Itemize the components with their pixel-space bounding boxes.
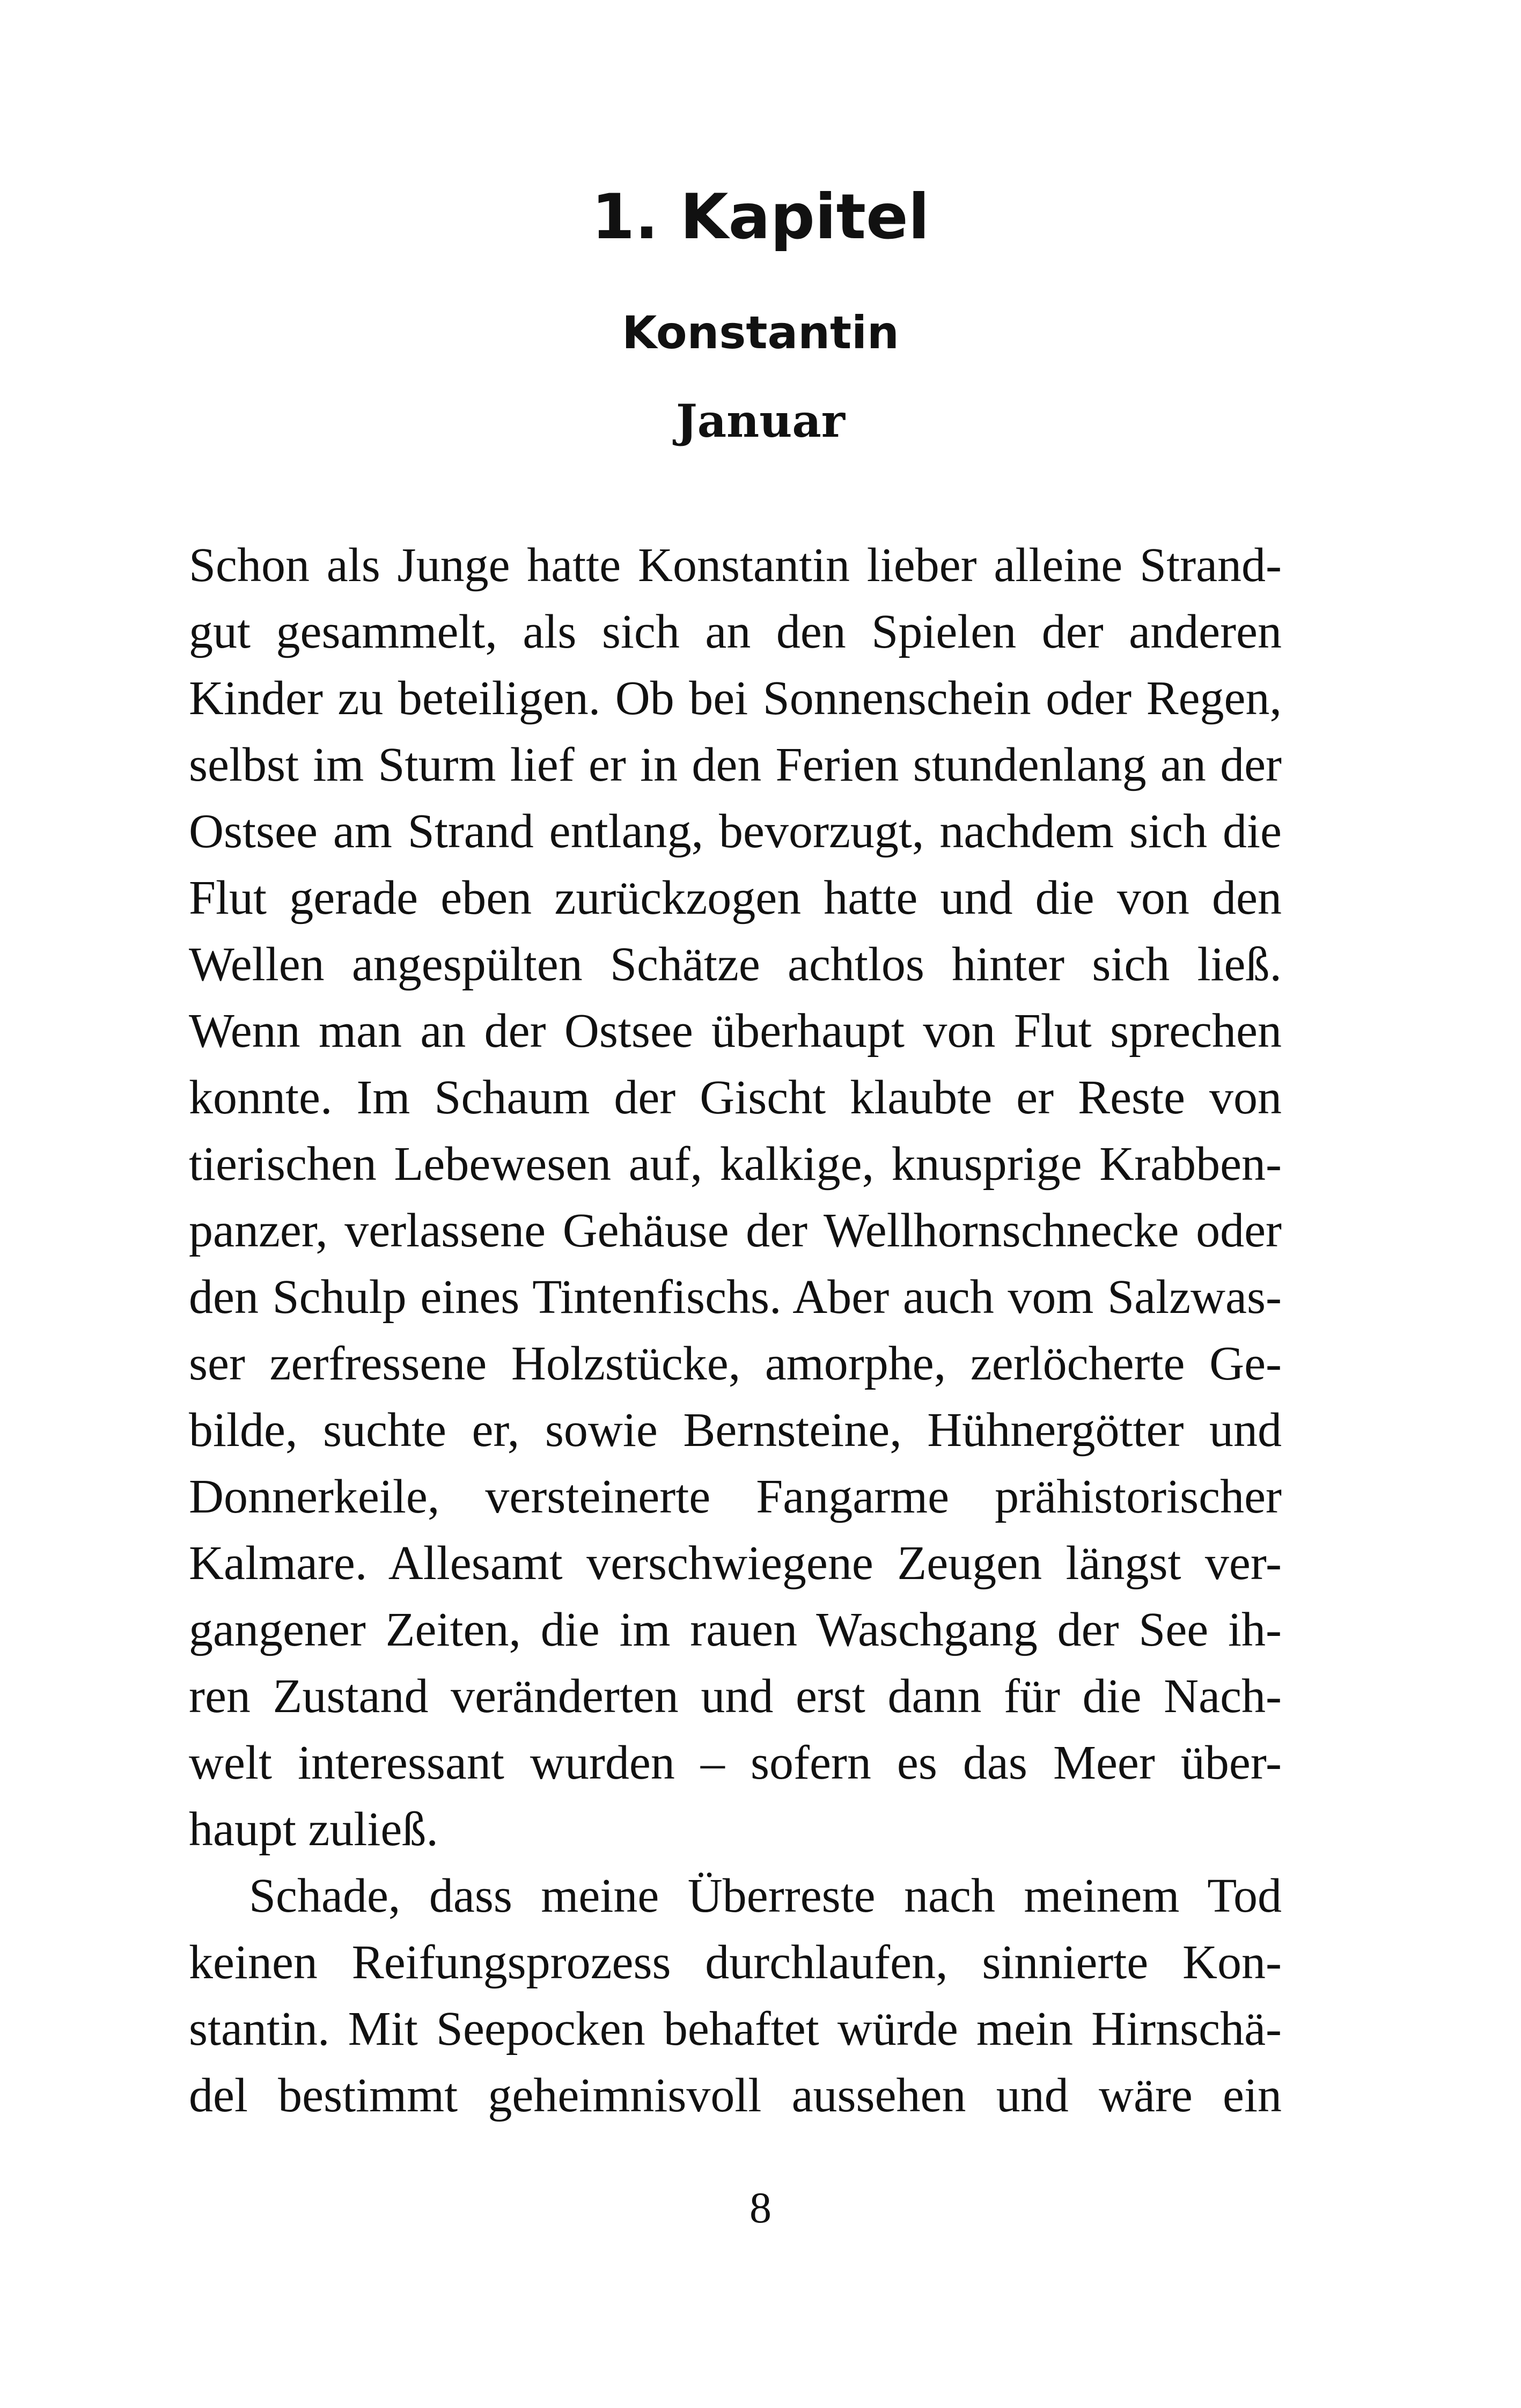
chapter-title: 1. Kapitel xyxy=(591,181,930,253)
text-line: bilde, suchte er, sowie Bernsteine, Hühnergötter und xyxy=(189,1404,1282,1457)
text-line: Schon als Junge hatte Konstantin lieber alleine Strand- xyxy=(189,539,1282,592)
text-line: Schade, dass meine Überreste nach meinem Tod xyxy=(249,1869,1282,1922)
paragraph-2 xyxy=(189,1863,1282,2129)
text-line: Kinder zu beteiligen. Ob bei Sonnenschein oder Regen, xyxy=(189,672,1282,725)
text-line: welt interessant wurden – sofern es das Meer über- xyxy=(189,1736,1282,1789)
text-line: gut gesammelt, als sich an den Spielen der anderen xyxy=(189,605,1282,658)
text-line: Wenn man an der Ostsee überhaupt von Flut sprechen xyxy=(189,1004,1282,1058)
text-line: Wellen angespülten Schätze achtlos hinter sich ließ. xyxy=(189,938,1282,991)
text-line: gangener Zeiten, die im rauen Waschgang der See ih- xyxy=(189,1603,1282,1656)
text-line: Ostsee am Strand entlang, bevorzugt, nachdem sich die xyxy=(189,805,1282,858)
text-line: keinen Reifungsprozess durchlaufen, sinnierte Kon- xyxy=(189,1936,1282,1989)
paragraph-1 xyxy=(189,532,1282,1863)
text-line: Flut gerade eben zurückzogen hatte und die von den xyxy=(189,871,1282,924)
text-line: del bestimmt geheimnisvoll aussehen und wäre ein xyxy=(189,2069,1282,2122)
chapter-month: Januar xyxy=(676,394,845,447)
text-line: den Schulp eines Tintenfischs. Aber auch vom Salzwas- xyxy=(189,1271,1282,1324)
page-number: 8 xyxy=(750,2183,771,2232)
text-line: panzer, verlassene Gehäuse der Wellhornschnecke oder xyxy=(189,1204,1282,1257)
text-line: haupt zuließ. xyxy=(189,1803,438,1856)
text-line: tierischen Lebewesen auf, kalkige, knusprige Krabben- xyxy=(189,1137,1282,1191)
text-line: ren Zustand veränderten und erst dann für die Nach- xyxy=(189,1670,1282,1723)
text-line: stantin. Mit Seepocken behaftet würde mein Hirnschä- xyxy=(189,2002,1282,2055)
body-text xyxy=(189,532,1282,2129)
text-line: Donnerkeile, versteinerte Fangarme prähistorischer xyxy=(189,1470,1282,1523)
text-line: konnte. Im Schaum der Gischt klaubte er Reste von xyxy=(189,1071,1282,1124)
chapter-subtitle: Konstantin xyxy=(622,306,899,359)
text-line: Kalmare. Allesamt verschwiegene Zeugen längst ver- xyxy=(189,1537,1282,1590)
text-line: ser zerfressene Holzstücke, amorphe, zerlöcherte Ge- xyxy=(189,1337,1282,1390)
text-line: selbst im Sturm lief er in den Ferien stundenlang an der xyxy=(189,738,1282,791)
